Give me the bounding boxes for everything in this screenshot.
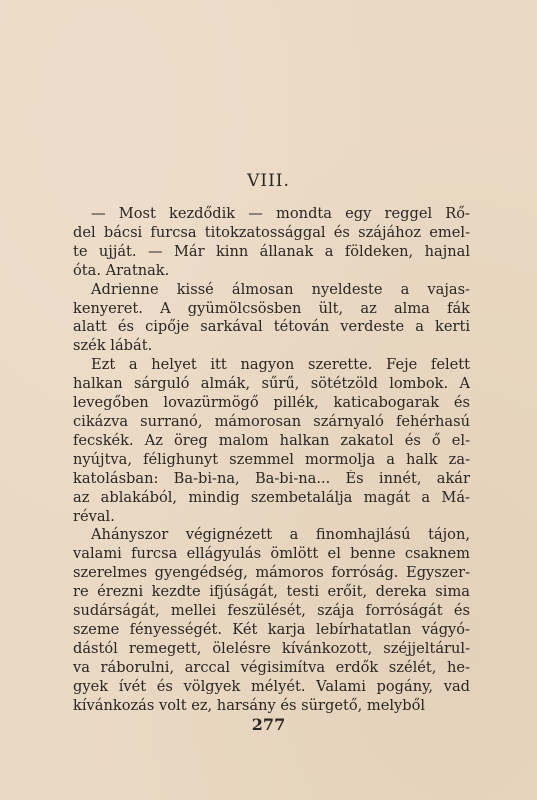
- text-line: fecskék. Az öreg malom halkan zakatol és ő el-: [73, 431, 470, 449]
- text-line: Adrienne kissé álmosan nyeldeste a vajas-: [91, 280, 470, 298]
- text-line: sudárságát, mellei feszülését, szája forróságát és: [73, 602, 470, 620]
- text-line: levegőben lovazürmögő pillék, katicabogarak és: [73, 394, 470, 412]
- text-line: re érezni kezdte ifjúságát, testi erőit, dereka sima: [73, 583, 470, 601]
- text-line: kívánkozás volt ez, harsány és sürgető, melyből: [73, 696, 426, 714]
- text-line: szerelmes gyengédség, mámoros forróság. Egyszer-: [73, 564, 470, 582]
- text-line: del bácsi furcsa titokzatossággal és szájához emel-: [73, 223, 470, 241]
- text-line: halkan sárguló almák, sűrű, sötétzöld lombok. A: [73, 375, 470, 393]
- paragraph: [73, 526, 470, 715]
- paragraph: [73, 356, 470, 526]
- text-line: cikázva surranó, mámorosan szárnyaló fehérhasú: [73, 412, 470, 430]
- text-line: dástól remegett, ölelésre kívánkozott, széjjeltárul-: [73, 639, 470, 657]
- text-line: szeme fényességét. Két karja lebírhatatlan vágyó-: [73, 620, 470, 638]
- text-line: nyújtva, félighunyt szemmel mormolja a halk za-: [73, 450, 470, 468]
- text-line: az ablakából, mindig szembetalálja magát a Má-: [73, 488, 470, 506]
- text-line: óta. Aratnak.: [73, 261, 170, 279]
- text-line: Ahányszor végignézett a finomhajlású tájon,: [91, 526, 470, 544]
- text-line: Ezt a helyet itt nagyon szerette. Feje felett: [91, 356, 470, 374]
- text-line: valami furcsa ellágyulás ömlött el benne csaknem: [73, 545, 470, 563]
- paragraph: [73, 281, 470, 357]
- text-line: — Most kezdődik — mondta egy reggel Rő-: [91, 205, 470, 222]
- paragraph: [73, 205, 470, 281]
- body-text: [73, 205, 470, 715]
- chapter-heading: VIII.: [247, 171, 290, 191]
- text-line: va ráborulni, arccal végisimítva erdők szélét, he-: [73, 658, 470, 676]
- text-line: alatt és cipője sarkával tétován verdeste a kerti: [73, 318, 470, 336]
- text-line: réval.: [73, 507, 115, 525]
- text-line: katolásban: Ba-bi-na, Ba-bi-na... És innét, akár: [73, 469, 470, 487]
- text-line: kenyeret. A gyümölcsösben ült, az alma fák: [73, 299, 470, 317]
- text-line: szék lábát.: [73, 337, 153, 355]
- page-number: 277: [251, 715, 286, 734]
- text-line: te ujját. — Már kinn állanak a földeken, hajnal: [73, 242, 470, 260]
- text-line: gyek ívét és völgyek mélyét. Valami pogány, vad: [73, 677, 470, 695]
